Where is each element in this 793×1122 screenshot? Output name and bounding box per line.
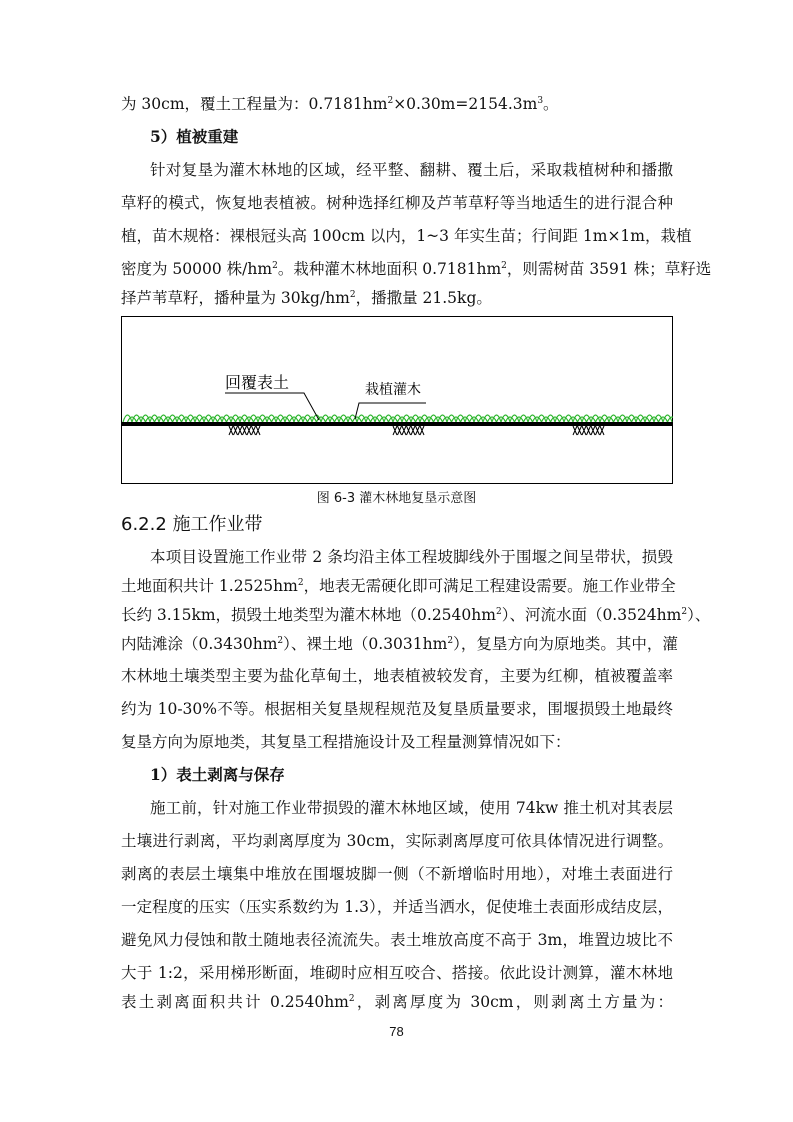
page-number: 78 [389,1024,404,1039]
figure-caption: 图 6-3 灌木林地复垦示意图 [316,491,477,506]
paragraph-line: 植，苗木规格：裸根冠头高 100cm 以内，1~3 年实生苗；行间距 1m×1m，栽植 [121,227,692,245]
paragraph-line: 密度为 50000 株$/hm^2$。栽种灌木林地面积 $0.7181hm^2$，则需树苗 3591 株；草籽选 [121,260,712,278]
label-shrub: 栽植灌木 [365,382,421,398]
paragraph-line: 施工前，针对施工作业带损毁的灌木林地区域，使用 74kw 推土机对其表层 [150,799,673,817]
paragraph-line: 内陆滩涂$(0.3430hm^2)$、裸土地$(0.3031hm^2)$，复垦方向为原地类。其中，灌 [121,635,678,653]
paragraph-line: 为 30cm，覆土工程量为：$0.7181hm^2\times 0.30m=2154.3m^3$。 [121,95,559,113]
figure-frame [122,317,673,484]
section-heading: 5）植被重建 [150,127,239,146]
paragraph-line: 长约 3.15km，损毁土地类型为灌木林地$(0.2540hm^2)$、河流水面$(0.3524hm^2)$、 [121,606,711,624]
paragraph-line: 土地面积共计 $1.2525hm^2$，地表无需硬化即可满足工程建设需要。施工作业带全 [121,577,676,595]
ground-line [121,422,673,426]
paragraph-line: 草籽的模式，恢复地表植被。树种选择红柳及芦苇草籽等当地适生的进行混合种 [121,194,673,212]
figure-shrub-reclamation [121,316,673,484]
section-heading: 6.2.2 施工作业带 [121,514,263,535]
paragraph-line: 复垦方向为原地类，其复垦工程措施设计及工程量测算情况如下： [121,733,571,751]
paragraph-line: 大于 1:2，采用梯形断面，堆砌时应相互咬合、搭接。依此设计测算，灌木林地 [121,964,673,982]
paragraph-line: 剥离的表层土壤集中堆放在围堰坡脚一侧（不新增临时用地），对堆土表面进行 [121,865,673,883]
paragraph-line: 针对复垦为灌木林地的区域，经平整、翻耕、覆土后，采取栽植树种和播撒 [150,161,673,179]
paragraph-line: 本项目设置施工作业带 2 条均沿主体工程坡脚线外于围堰之间呈带状，损毁 [150,548,673,566]
paragraph-line: 表土剥离面积共计 $0.2540hm^2$，剥离厚度为 30cm，则剥离土方量为： [121,993,674,1011]
paragraph-line: 木林地土壤类型主要为盐化草甸土，地表植被较发育，主要为红柳，植被覆盖率 [121,667,673,685]
paragraph-line: 择芦苇草籽，播种量为 $30kg/hm^2$，播撒量 21.5kg。 [121,289,492,307]
label-topsoil: 回覆表土 [225,373,290,392]
paragraph-line: 土壤进行剥离，平均剥离厚度为 30cm，实际剥离厚度可依具体情况进行调整。 [121,832,673,850]
paragraph-line: 一定程度的压实（压实系数约为 1.3），并适当洒水，促使堆土表面形成结皮层， [121,898,673,916]
paragraph-line: 约为 10-30%不等。根据相关复垦规程规范及复垦质量要求，围堰损毁土地最终 [121,700,673,718]
section-heading: 1）表土剥离与保存 [150,765,285,784]
paragraph-line: 避免风力侵蚀和散土随地表径流流失。表土堆放高度不高于 3m，堆置边坡比不 [121,931,673,949]
